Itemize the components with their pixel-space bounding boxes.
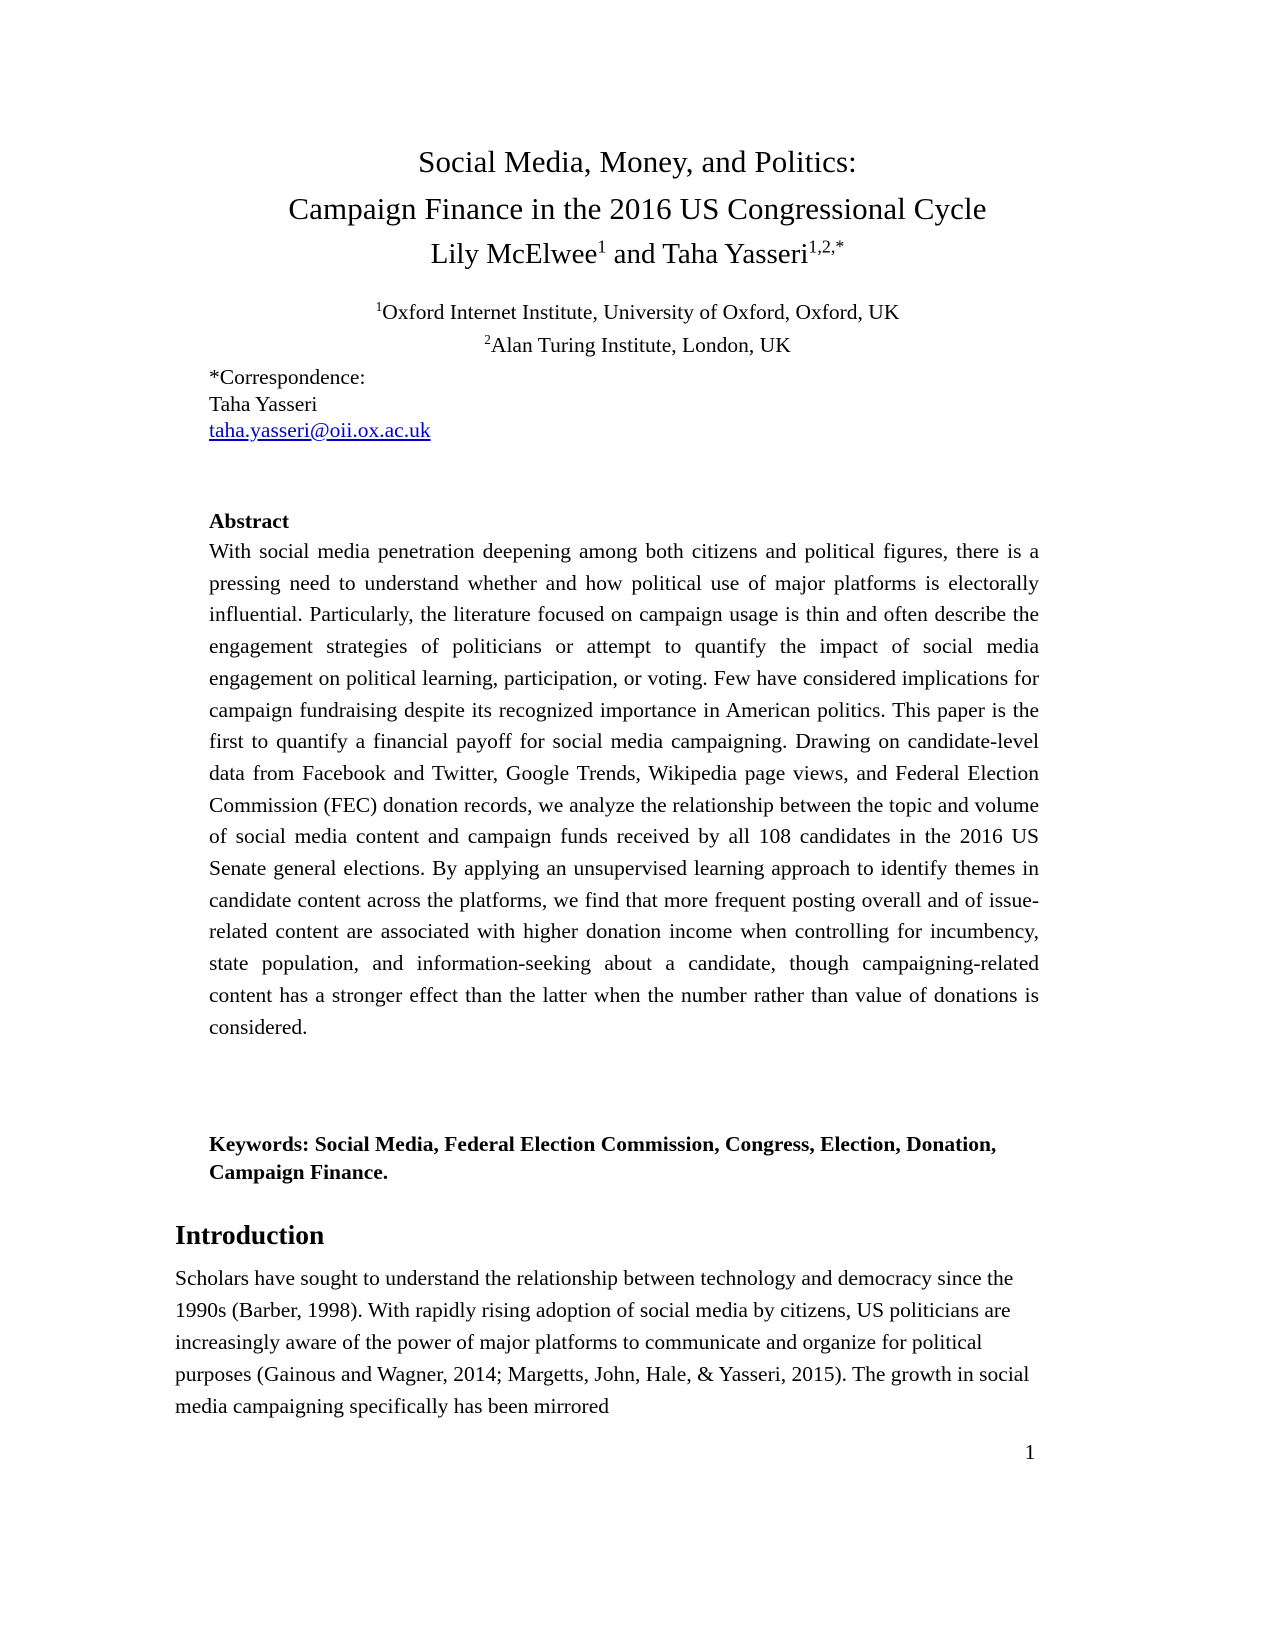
introduction-text: Scholars have sought to understand the relationship between technology and democracy since the 1990s (Barber, 1998). With rapidly rising adoption of social media by citizens, US politicians are increasingly aware of the power of major platforms to communicate and organize for political purposes (Gainous and Wagner, 2014; Margetts, John, Hale, & Yasseri, 2015). The growth in social media campaigning specifically has been mirrored xyxy=(175,1266,1030,1418)
affiliation-1-marker: 1 xyxy=(375,298,383,314)
introduction-heading: Introduction xyxy=(175,1219,325,1250)
correspondence-block xyxy=(209,364,909,444)
author-1-name: Lily McElwee xyxy=(430,238,598,270)
abstract-text: With social media penetration deepening among both citizens and political figures, there is a pressing need to understand whether and how political use of major platforms is electorally influential. Particularly, the literature focused on campaign usage is thin and often describe the engagement strategies of politicians or attempt to quantify the impact of social media engagement on political learning, participation, or voting. Few have considered implications for campaign fundraising despite its recognized importance in American politics. This paper is the first to quantify a financial payoff for social media campaigning. Drawing on candidate-level data from Facebook and Twitter, Google Trends, Wikipedia page views, and Federal Election Commission (FEC) donation records, we analyze the relationship between the topic and volume of social media content and campaign funds received by all 108 candidates in the 2016 US Senate general elections. By applying an unsupervised learning approach to identify themes in candidate content across the platforms, we find that more frequent posting overall and of issue-related content are associated with higher donation income when controlling for incumbency, state population, and information-seeking about a candidate, though campaigning-related content has a stronger effect than the latter when the number rather than value of donations is considered. xyxy=(209,539,1039,1039)
title-line-1: Social Media, Money, and Politics: xyxy=(418,144,857,179)
author-2-affiliation-marker: 1,2,* xyxy=(808,236,845,257)
paper-title xyxy=(175,138,1100,232)
affiliation-1 xyxy=(175,296,1100,329)
affiliation-2 xyxy=(175,329,1100,362)
affiliation-list xyxy=(175,296,1100,362)
author-conjunction: and xyxy=(606,238,663,270)
correspondence-email-link[interactable]: taha.yasseri@oii.ox.ac.uk xyxy=(209,418,431,442)
correspondence-label: *Correspondence: xyxy=(209,365,366,389)
title-line-2: Campaign Finance in the 2016 US Congressional Cycle xyxy=(288,191,987,226)
page-number: 1 xyxy=(1024,1440,1036,1464)
abstract-section xyxy=(209,508,1039,1043)
correspondence-name: Taha Yasseri xyxy=(209,391,318,416)
keywords-line: Keywords: Social Media, Federal Election Commission, Congress, Election, Donation, Campaign Finance. xyxy=(209,1132,997,1184)
affiliation-1-text: Oxford Internet Institute, University of Oxford, Oxford, UK xyxy=(382,300,900,324)
affiliation-2-text: Alan Turing Institute, London, UK xyxy=(490,333,791,357)
author-list xyxy=(175,237,1100,271)
author-1-affiliation-marker: 1 xyxy=(597,236,607,257)
affiliation-2-marker: 2 xyxy=(484,331,491,347)
author-2-name: Taha Yasseri xyxy=(662,238,809,270)
abstract-heading: Abstract xyxy=(209,509,290,533)
